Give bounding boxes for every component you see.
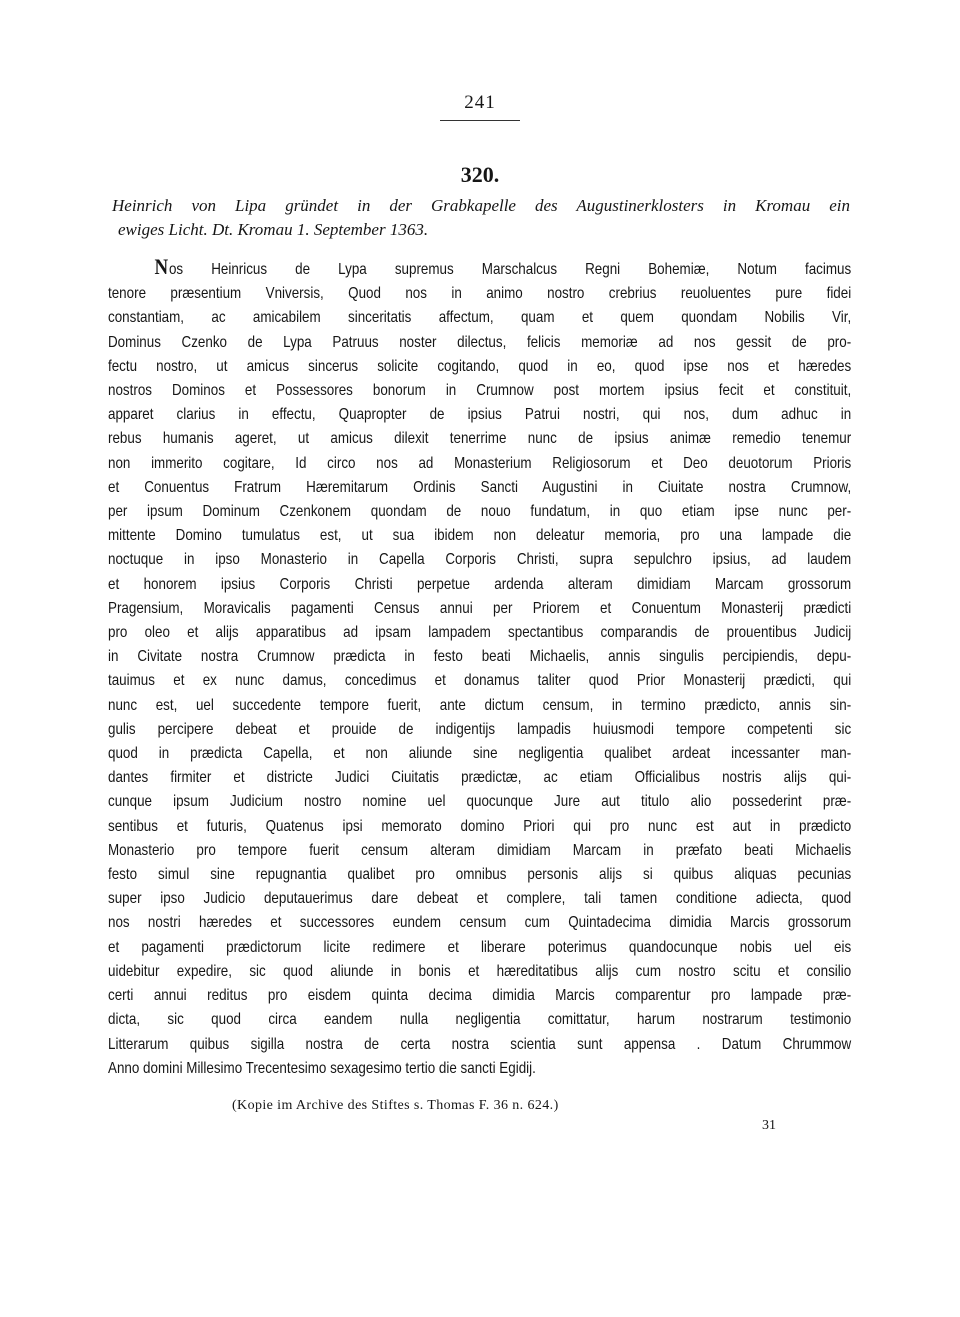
text-line: in Civitate nostra Crumnow prædicta in festo beati Michaelis, annis singulis percipiendis, depu- <box>108 648 852 666</box>
text-line: tauimus et ex nunc damus, concedimus et donamus taliter quod Prior Monasterij prædicti, qui <box>108 672 852 690</box>
text-line: et Conuentus Fratrum Hæremitarum Ordinis Sancti Augustini in Ciuitate nostra Crumnow, <box>108 478 852 496</box>
text-line: Monasterio pro tempore fuerit censum alteram dimidiam Marcam in præfato beati Michaelis <box>108 841 852 859</box>
document-heading <box>112 194 850 242</box>
text-line: gulis percipere debeat et prouide de indigentijs lampadis huiusmodi tempore competenti sic <box>108 720 852 738</box>
text-line: dicta, sic quod circa eandem nulla negligentia comittatur, harum nostrarum testimonio <box>108 1011 852 1029</box>
text-line <box>108 255 851 282</box>
text-line: cunque ipsum Judicium nostro nomine uel quocunque Jure aut titulo alio possederint præ- <box>108 793 852 811</box>
text-line: apparet clarius in effectu, Quapropter de ipsius Patrui nostri, qui nos, dum adhuc in <box>108 406 852 424</box>
document-number: 320. <box>460 162 500 187</box>
text-line: non immerito cogitare, Id circo nos ad Monasterium Religiosorum et Deo deuotorum Prioris <box>108 454 852 472</box>
text-line: quod in prædicta Capella, et non aliunde sine negligentia qualibet ardeat incessanter man- <box>108 745 852 763</box>
text-line: nunc est, uel succedente tempore fuerit, ante dictum censum, in termino prædicto, annis sin- <box>108 696 852 714</box>
source-note: (Kopie im Archive des Stiftes s. Thomas F. 36 n. 624.) <box>232 1098 559 1113</box>
text-line: rebus humanis ageret, ut amicus dilexit tenerrime nunc de ipsius animæ remedio tenemur <box>108 430 852 448</box>
page-number: 241 <box>464 92 496 113</box>
heading-line: ewiges Licht. Dt. Kromau 1. September 1363. <box>118 220 429 239</box>
text-line-content: os Heinricus de Lypa supremus Marschalcus Regni Bohemiæ, Notum facimus <box>168 261 852 278</box>
text-line: festo simul sine repugnantia qualibet pro omnibus personis alijs si quibus aliquas pecunias <box>108 866 852 884</box>
text-line: et pagamenti prædictorum licite redimere et liberare poterimus quandocunque nobis uel eis <box>108 938 852 956</box>
text-line: uidebitur expedire, sic quod aliunde in bonis et hæreditatibus alijs cum nostro scitu et consilio <box>108 962 852 980</box>
text-line: pro oleo et alijs apparatibus ad ipsam lampadem spectantibus comparandis de prouentibus Judicij <box>108 624 852 642</box>
text-line: Pragensium, Moravicalis pagamenti Census annui per Priorem et Conuentum Monasterij prædicti <box>108 599 852 617</box>
text-line: per ipsum Dominum Czenkonem quondam de nouo fundatum, in quo etiam ipse nunc per- <box>108 503 852 521</box>
text-line: sentibus et futuris, Quatenus ipsi memorato domino Priori qui pro nunc est aut in prædicto <box>108 817 852 835</box>
text-line: super ipso Judicio deputauerimus dare debeat et complere, tali tamen conditione adiecta, quod <box>108 890 852 908</box>
text-line: et honorem ipsius Corporis Christi perpetue ardenda alteram dimidiam Marcam grossorum <box>108 575 852 593</box>
text-line: fectu nostro, ut amicus sincerus solicite cogitando, quod in eo, quod ipse nos et hæredes <box>108 357 852 375</box>
text-line: dantes firmiter et districte Judici Ciuitatis prædictæ, ac etiam Officialibus nostris alijs qui- <box>108 769 852 787</box>
text-line: nostros Dominos et Possessores bonorum in Crumnow post mortem ipsius fecit et constituit, <box>108 382 852 400</box>
printer-signature-mark: 31 <box>762 1118 776 1133</box>
text-line: constantiam, ac amicabilem sinceritatis affectum, quam et quem quondam Nobilis Vir, <box>108 309 852 327</box>
text-line: noctuque in ipso Monasterio in Capella Corporis Christi, supra sepulchro ipsius, ad laudem <box>108 551 852 569</box>
heading-line: Heinrich von Lipa gründet in der Grabkapelle des Augustinerklosters in Kromau ein <box>112 196 850 215</box>
text-line: Anno domini Millesimo Trecentesimo sexagesimo tertio die sancti Egidij. <box>108 1059 536 1077</box>
text-line: nos nostri hæredes et successores eundem censum cum Quintadecima dimidia Marcis grossorum <box>108 914 852 932</box>
text-line: Dominus Czenko de Lypa Patruus noster dilectus, felicis memoriæ ad nos gessit de pro- <box>108 333 852 351</box>
charter-text <box>108 255 853 1081</box>
text-line: mittente Domino tumulatus est, ut sua ibidem non deleatur memoria, pro una lampade die <box>108 527 852 545</box>
text-line: tenore præsentium Vniversis, Quod nos in animo nostro crebrius reuoluentes pure fidei <box>108 285 852 303</box>
initial-letter: N <box>154 254 169 279</box>
text-line: Litterarum quibus sigilla nostra de certa nostra scientia sunt appensa . Datum Chrummow <box>108 1035 852 1053</box>
text-line: certi annui reditus pro eisdem quinta decima dimidia Marcis comparentur pro lampade præ- <box>108 987 852 1005</box>
page-number-rule <box>440 120 520 121</box>
